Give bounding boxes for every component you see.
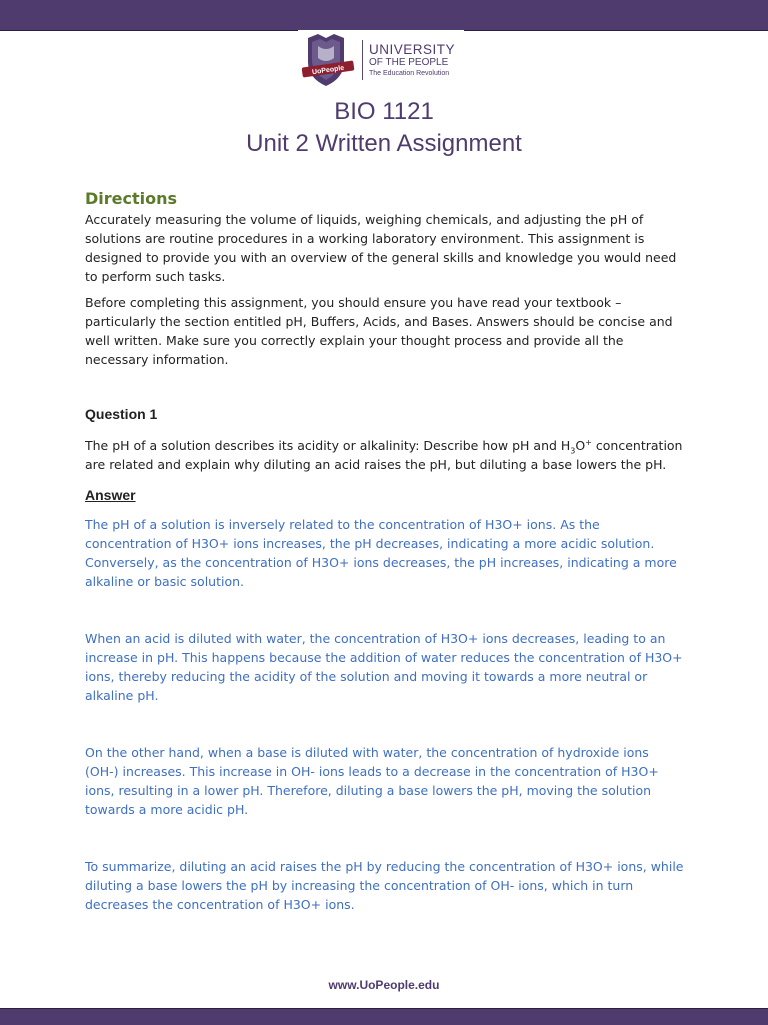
assignment-title: Unit 2 Written Assignment: [246, 130, 522, 157]
directions-paragraph: Accurately measuring the volume of liquids, weighing chemicals, and adjusting the pH of solutions are routine procedures in a working laboratory environment. This assignment is designed to provide you with an overview of the general skills and knowledge you would need to perform such tasks.: [85, 212, 677, 284]
question-text: [85, 436, 685, 474]
question-subscript: 3: [570, 446, 576, 456]
logo-divider: [362, 40, 363, 80]
logo-line-people: OF THE PEOPLE: [369, 57, 449, 69]
answer-paragraph: When an acid is diluted with water, the concentration of H3O+ ions decreases, leading to an increase in pH. This happens because the addition of water reduces the concentration of H3O+ ions, thereby reducing the acidity of the solution and moving it towards a more neutral or alkaline pH.: [85, 631, 683, 703]
university-logo: [298, 30, 464, 90]
question-text-part: concentration are related and explain why diluting an acid raises the pH, but diluting a base lowers the pH.: [85, 438, 683, 472]
footer-website-link[interactable]: www.UoPeople.edu: [328, 978, 440, 992]
answer-heading: Answer: [85, 487, 136, 503]
crest-badge-text: UoPeople: [311, 64, 345, 77]
top-decorative-bar: [0, 0, 768, 31]
course-code: BIO 1121: [334, 98, 434, 125]
directions-paragraph: Before completing this assignment, you should ensure you have read your textbook – particularly the section entitled pH, Buffers, Acids, and Bases. Answers should be concise and well written. Make sure you correctly explain your thought process and provide all the necessary information.: [85, 295, 673, 367]
question-text-part: The pH of a solution describes its acidity or alkalinity: Describe how pH and H: [85, 438, 571, 453]
logo-wordmark: [369, 43, 455, 78]
logo-tagline: The Education Revolution: [369, 70, 450, 78]
question-heading: Question 1: [85, 406, 158, 422]
answer-paragraph: The pH of a solution is inversely related to the concentration of H3O+ ions. As the concentration of H3O+ ions increases, the pH decreases, indicating a more acidic solution. Conversely, as the concentration of H3O+ ions decreases, the pH increases, indicating a more alkaline or basic solution.: [85, 517, 677, 589]
answer-paragraph: On the other hand, when a base is diluted with water, the concentration of hydroxide ions (OH-) increases. This increase in OH- ions leads to a decrease in the concentration of H3O+ ions, resulting in a lower pH. Therefore, diluting a base lowers the pH, moving the solution towards a more acidic pH.: [85, 745, 659, 817]
document-title: [0, 96, 768, 160]
directions-heading: Directions: [85, 189, 178, 208]
question-text-part: O: [575, 438, 586, 453]
bottom-decorative-bar: [0, 1008, 768, 1025]
answer-paragraph: To summarize, diluting an acid raises the pH by reducing the concentration of H3O+ ions, while diluting a base lowers the pH by increasing the concentration of OH- ions, which in turn decreases the concentration of H3O+ ions.: [85, 859, 684, 912]
crest-icon: [298, 32, 358, 88]
document-body: [85, 188, 685, 952]
logo-line-university: UNIVERSITY: [369, 41, 456, 57]
question-superscript: +: [585, 437, 592, 447]
